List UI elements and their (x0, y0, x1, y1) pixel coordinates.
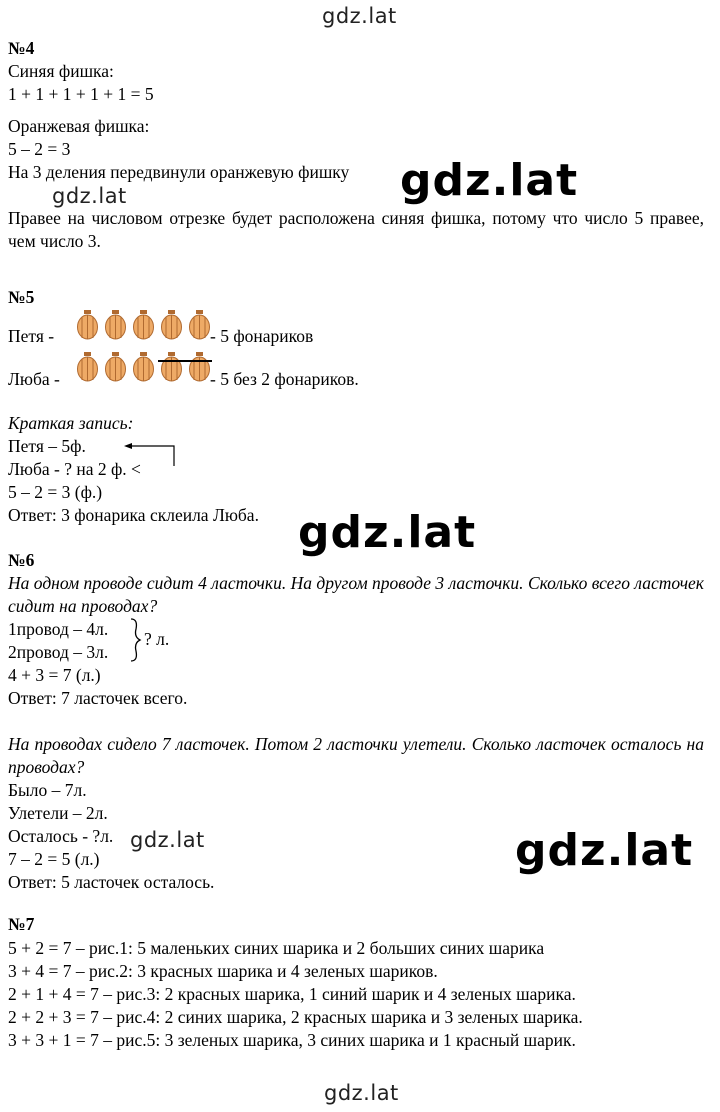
watermark-big-2: gdz.lat (298, 507, 477, 558)
task5-petya-tail: - 5 фонариков (210, 326, 314, 346)
task4-conclusion: Правее на числовом отрезке будет расположена синяя фишка, потому что число 5 правее, чем число 3. (8, 208, 704, 251)
watermark-top: gdz.lat (322, 4, 397, 28)
lantern-icon (160, 352, 183, 384)
task6-flew: Улетели – 2л. (8, 803, 108, 823)
task6-brace-question: ? л. (144, 629, 170, 649)
task7-line: 3 + 4 = 7 – рис.2: 3 красных шарика и 4 зеленых шариков. (8, 961, 438, 981)
task6-wire1: 1провод – 4л. (8, 619, 109, 639)
task5-lyuba-label: Люба - (8, 369, 60, 389)
task5-line2: Люба - ? на 2 ф. < (8, 459, 141, 479)
lantern-icon (132, 352, 155, 384)
task6-left: Осталось - ?л. (8, 826, 114, 846)
task5-line1: Петя – 5ф. (8, 436, 86, 456)
curly-brace (128, 617, 142, 663)
lantern-icon (104, 310, 127, 342)
lantern-icon (76, 352, 99, 384)
task4-orange-label: Оранжевая фишка: (8, 116, 150, 136)
watermark-big-3: gdz.lat (515, 825, 694, 876)
watermark-small-1: gdz.lat (52, 184, 127, 208)
petya-lanterns (76, 310, 211, 342)
lantern-icon (188, 310, 211, 342)
crossed-out-line (158, 358, 214, 364)
task7-line: 2 + 2 + 3 = 7 – рис.4: 2 синих шарика, 2 красных шарика и 3 зеленых шарика. (8, 1007, 583, 1027)
arrow-connector (124, 440, 178, 470)
task4-header: №4 (8, 38, 35, 58)
watermark-small-2: gdz.lat (130, 828, 205, 852)
task6-problem1: На одном проводе сидит 4 ласточки. На другом проводе 3 ласточки. Сколько всего ласточек сидит на проводах? (8, 573, 704, 616)
task5-answer: Ответ: 3 фонарика склеила Люба. (8, 505, 259, 525)
task7-line: 3 + 3 + 1 = 7 – рис.5: 3 зеленых шарика, 3 синих шарика и 1 красный шарик. (8, 1030, 576, 1050)
task4-moved-text: На 3 деления передвинули оранжевую фишку (8, 162, 350, 182)
task6-header: №6 (8, 550, 35, 570)
task6-problem2: На проводах сидело 7 ласточек. Потом 2 ласточки улетели. Сколько ласточек осталось на проводах? (8, 734, 704, 777)
task5-lyuba-tail: - 5 без 2 фонариков. (210, 369, 359, 389)
task4-blue-label: Синяя фишка: (8, 61, 114, 81)
task4-blue-equation: 1 + 1 + 1 + 1 + 1 = 5 (8, 84, 154, 104)
task7-header: №7 (8, 914, 35, 934)
lantern-icon (188, 352, 211, 384)
task6-was: Было – 7л. (8, 780, 87, 800)
lyuba-lanterns (76, 352, 211, 384)
task6-answer1: Ответ: 7 ласточек всего. (8, 688, 188, 708)
lantern-icon (76, 310, 99, 342)
task6-equation1: 4 + 3 = 7 (л.) (8, 665, 101, 685)
task5-petya-label: Петя - (8, 326, 55, 346)
task5-header: №5 (8, 287, 35, 307)
task7-line: 5 + 2 = 7 – рис.1: 5 маленьких синих шарика и 2 больших синих шарика (8, 938, 545, 958)
task6-wire2: 2провод – 3л. (8, 642, 109, 662)
task5-equation: 5 – 2 = 3 (ф.) (8, 482, 103, 502)
lantern-icon (160, 310, 183, 342)
task4-orange-equation: 5 – 2 = 3 (8, 139, 71, 159)
lantern-icon (132, 310, 155, 342)
task7-line: 2 + 1 + 4 = 7 – рис.3: 2 красных шарика, 1 синий шарик и 4 зеленых шарика. (8, 984, 576, 1004)
watermark-big-1: gdz.lat (400, 155, 579, 206)
task5-short-title: Краткая запись: (8, 413, 134, 433)
task6-answer2: Ответ: 5 ласточек осталось. (8, 872, 215, 892)
lantern-icon (104, 352, 127, 384)
task6-equation2: 7 – 2 = 5 (л.) (8, 849, 100, 869)
watermark-bottom: gdz.lat (324, 1081, 399, 1105)
